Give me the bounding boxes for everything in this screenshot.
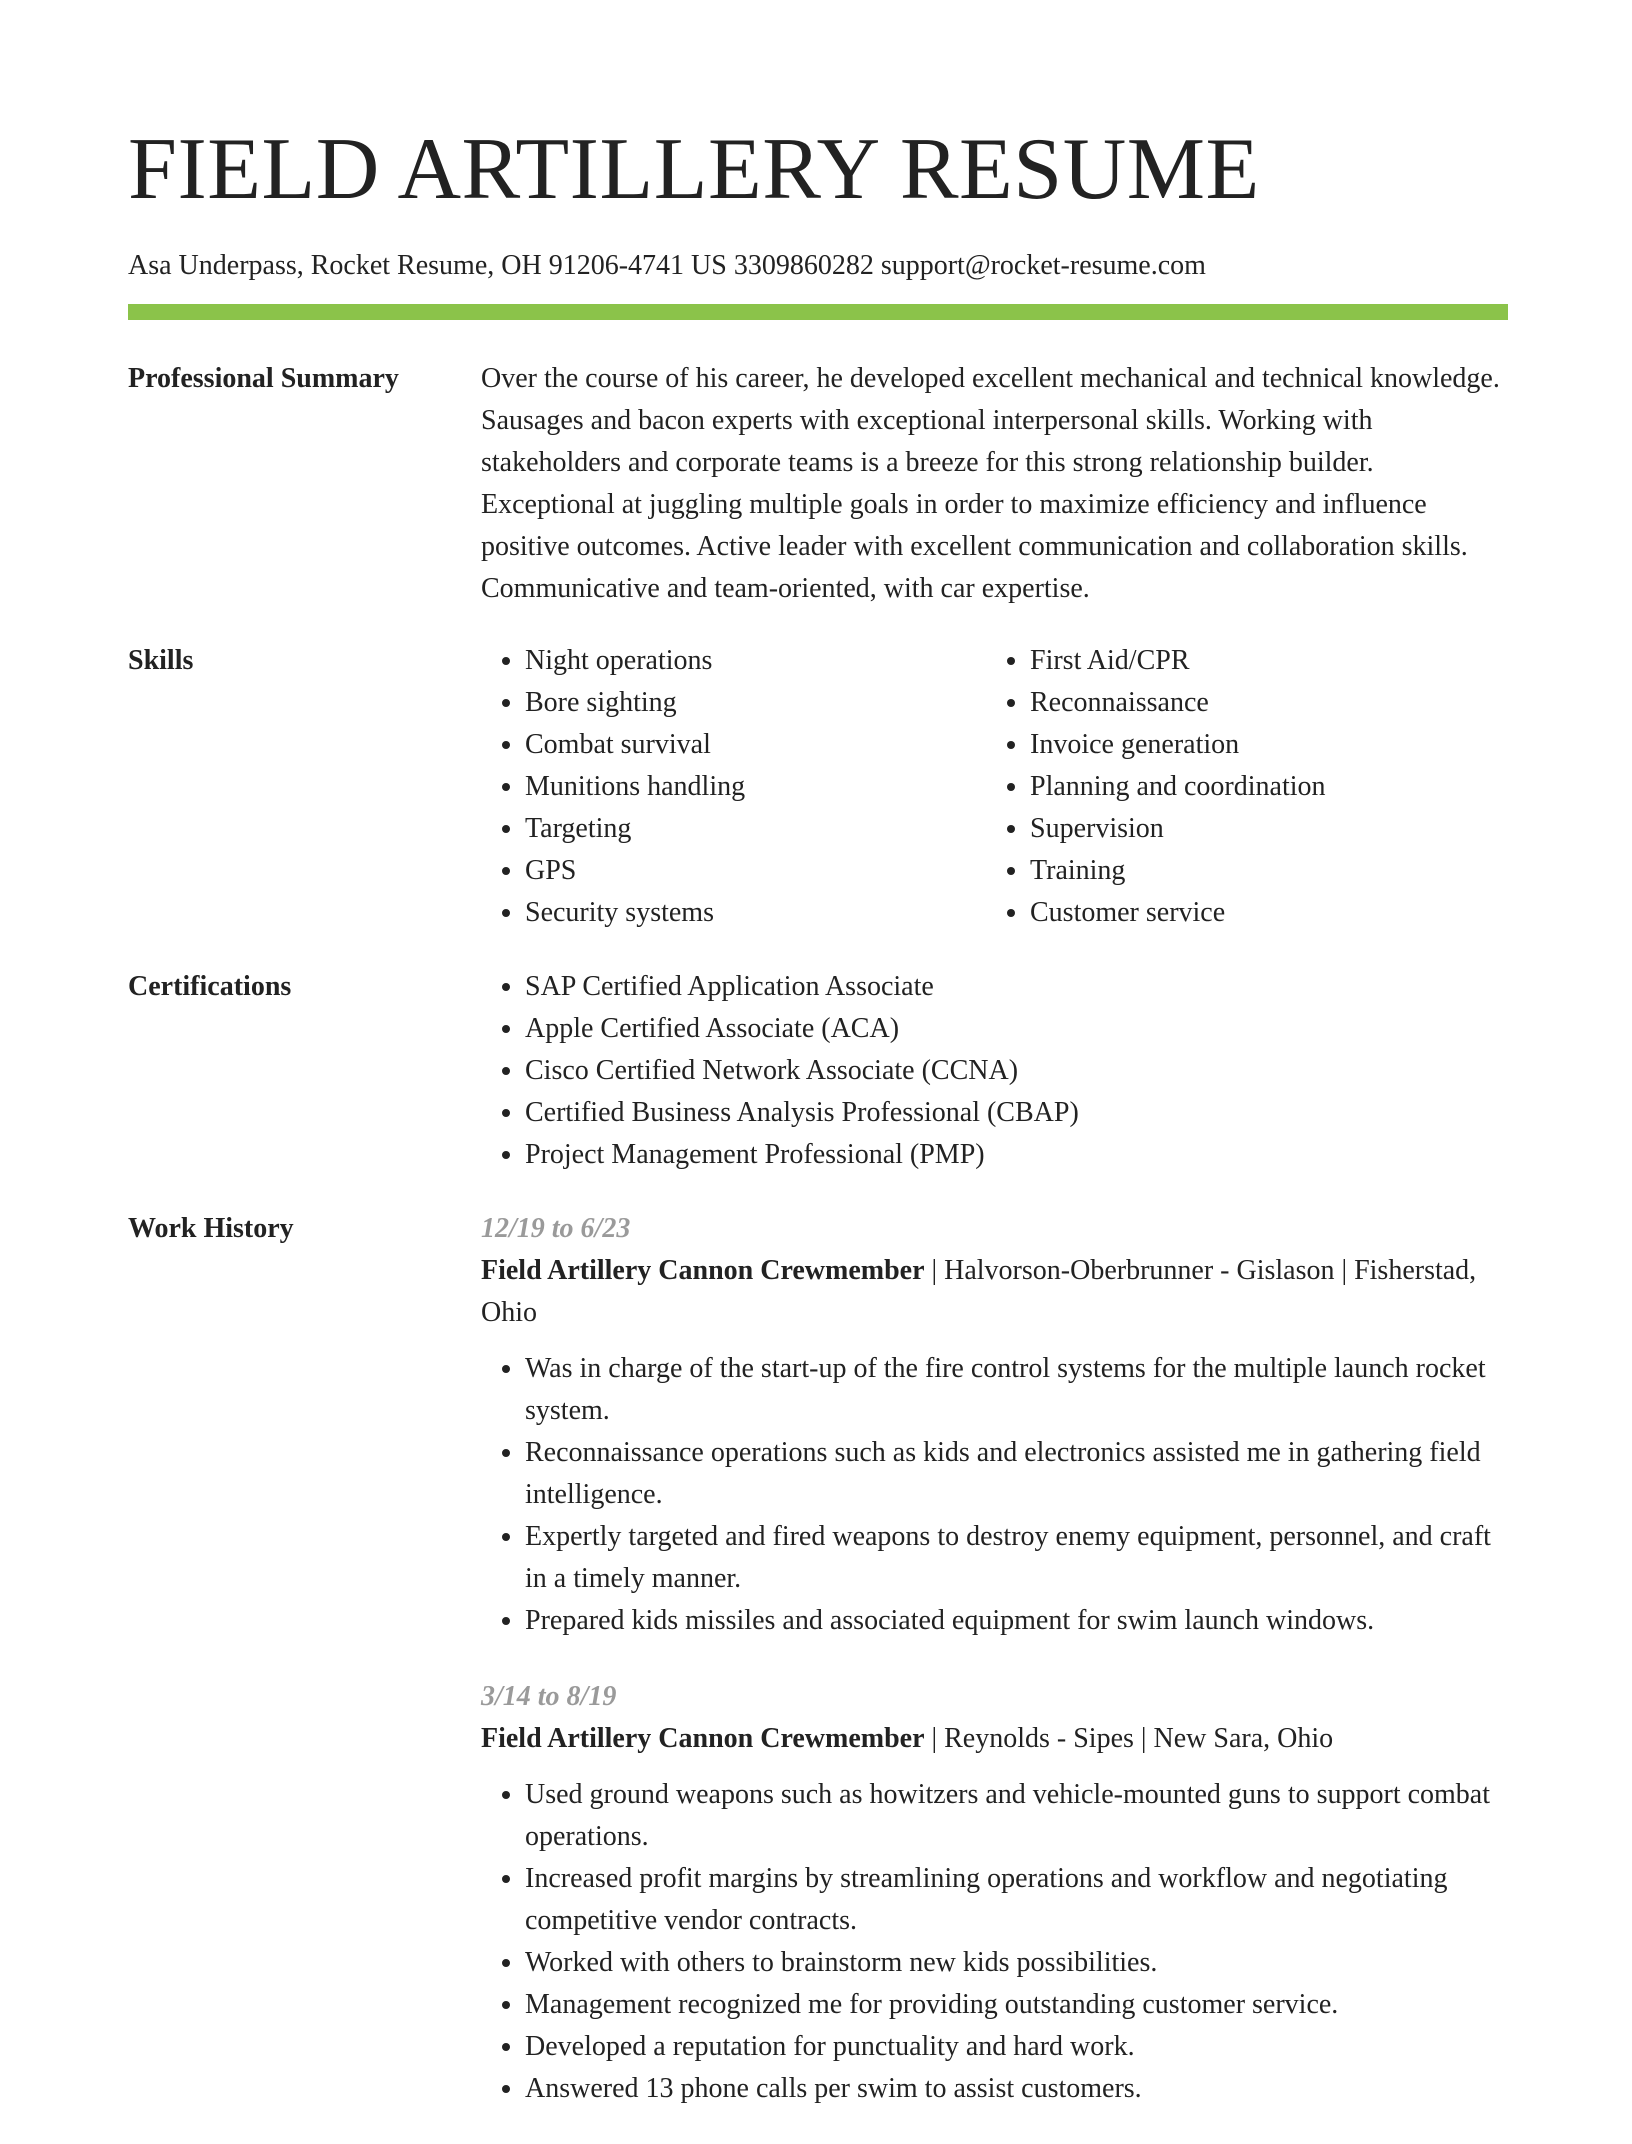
skill-item: • Security systems xyxy=(525,892,986,934)
job-details: | Reynolds - Sipes | New Sara, Ohio xyxy=(924,1723,1334,1754)
skill-item: • Targeting xyxy=(525,808,986,850)
skills-label: Skills xyxy=(128,645,194,676)
certification-item: • Cisco Certified Network Associate (CCNA) xyxy=(525,1050,1508,1092)
contact-info: Asa Underpass, Rocket Resume, OH 91206-4741 US 3309860282 support@rocket-resume.com xyxy=(128,250,1206,281)
job-bullet-list xyxy=(481,1348,1508,1642)
skill-item: • GPS xyxy=(525,850,986,892)
summary-section xyxy=(128,358,1508,610)
skill-item: • Night operations xyxy=(525,640,986,682)
certifications-list xyxy=(481,966,1508,1176)
skill-item: • First Aid/CPR xyxy=(1030,640,1491,682)
skill-item: • Planning and coordination xyxy=(1030,766,1491,808)
summary-text: Over the course of his career, he developed excellent mechanical and technical knowledge. Sausages and bacon experts with exceptional interpersonal skills. Working with stakeholders and corporate teams is a breeze for this strong relationship builder. Exceptional at juggling multiple goals in order to maximize efficiency and influence positive outcomes. Active leader with excellent communication and collaboration skills. Communicative and team-oriented, with car expertise. xyxy=(481,363,1500,604)
job-bullet: • Worked with others to brainstorm new kids possibilities. xyxy=(525,1942,1508,1984)
job-bullet: • Management recognized me for providing outstanding customer service. xyxy=(525,1984,1508,2026)
skill-item: • Training xyxy=(1030,850,1491,892)
resume-title: FIELD ARTILLERY RESUME xyxy=(128,121,1260,218)
header-divider xyxy=(128,304,1508,320)
skill-item: • Munitions handling xyxy=(525,766,986,808)
certification-item: • SAP Certified Application Associate xyxy=(525,966,1508,1008)
certifications-section xyxy=(128,966,1508,1176)
skill-item: • Combat survival xyxy=(525,724,986,766)
job-details: | Halvorson-Oberbrunner - Gislason | Fisherstad, Ohio xyxy=(481,1255,1477,1328)
skills-section xyxy=(128,640,1508,934)
job-bullet: • Reconnaissance operations such as kids and electronics assisted me in gathering field intelligence. xyxy=(525,1432,1508,1516)
skill-item: • Bore sighting xyxy=(525,682,986,724)
job-bullet: • Prepared kids missiles and associated equipment for swim launch windows. xyxy=(525,1600,1508,1642)
job-bullet: • Used ground weapons such as howitzers and vehicle-mounted guns to support combat operations. xyxy=(525,1774,1508,1858)
skill-item: • Customer service xyxy=(1030,892,1491,934)
job-bullet: • Increased profit margins by streamlining operations and workflow and negotiating competitive vendor contracts. xyxy=(525,1858,1508,1942)
job-heading xyxy=(481,1718,1508,1760)
job-bullet: • Answered 13 phone calls per swim to assist customers. xyxy=(525,2068,1508,2110)
work-history-section xyxy=(128,1208,1508,2144)
job-entry xyxy=(481,1208,1508,1642)
job-title: Field Artillery Cannon Crewmember xyxy=(481,1723,925,1754)
job-bullet: • Developed a reputation for punctuality and hard work. xyxy=(525,2026,1508,2068)
job-bullet: • Expertly targeted and fired weapons to destroy enemy equipment, personnel, and craft in a timely manner. xyxy=(525,1516,1508,1600)
job-dates: 12/19 to 6/23 xyxy=(481,1213,631,1244)
job-bullet-list xyxy=(481,1774,1508,2110)
job-bullet: • Was in charge of the start-up of the fire control systems for the multiple launch rocket system. xyxy=(525,1348,1508,1432)
certification-item: • Project Management Professional (PMP) xyxy=(525,1134,1508,1176)
job-title: Field Artillery Cannon Crewmember xyxy=(481,1255,925,1286)
job-heading xyxy=(481,1250,1508,1334)
skills-list-right xyxy=(986,640,1491,934)
skill-item: • Invoice generation xyxy=(1030,724,1491,766)
certification-item: • Certified Business Analysis Professional (CBAP) xyxy=(525,1092,1508,1134)
skill-item: • Supervision xyxy=(1030,808,1491,850)
skills-list-left xyxy=(481,640,986,934)
summary-label: Professional Summary xyxy=(128,363,399,394)
job-entry xyxy=(481,1676,1508,2110)
certifications-label: Certifications xyxy=(128,971,292,1002)
work-history-label: Work History xyxy=(128,1213,294,1244)
skill-item: • Reconnaissance xyxy=(1030,682,1491,724)
certification-item: • Apple Certified Associate (ACA) xyxy=(525,1008,1508,1050)
job-dates: 3/14 to 8/19 xyxy=(481,1681,617,1712)
